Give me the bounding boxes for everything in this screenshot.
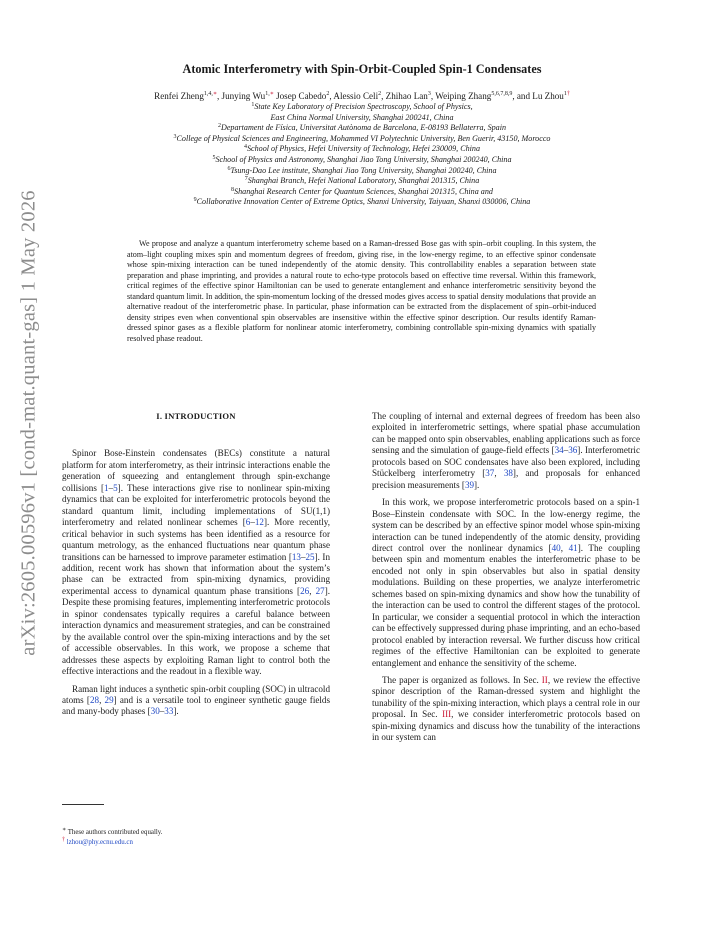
author-separator: , <box>381 91 386 101</box>
affiliation-line <box>60 155 664 166</box>
text-run: – <box>108 482 114 493</box>
affiliation-text: School of Physics and Astronomy, Shanghai Jiao Tong University, Shanghai 200240, China <box>215 154 512 164</box>
author-separator: , and <box>512 91 533 101</box>
author-affiliation-mark <box>265 91 274 97</box>
affiliation-number: 2 <box>217 123 221 130</box>
email-link[interactable]: lzhou@phy.ecnu.edu.cn <box>66 838 133 846</box>
affiliation-number: 3 <box>173 133 177 140</box>
citation-link[interactable]: 33 <box>164 706 174 717</box>
text-run: , <box>99 694 105 705</box>
affiliation-line <box>60 166 664 177</box>
author-note-link[interactable]: † <box>566 91 570 97</box>
text-run: ]. <box>474 479 480 490</box>
paper-title: Atomic Interferometry with Spin-Orbit-Coupled Spin-1 Condensates <box>182 62 542 76</box>
citation-link[interactable]: 28 <box>89 694 100 705</box>
affiliation-text: College of Physical Sciences and Engineering, Mohammed VI Polytechnic University, Ben Guerir, 43150, Morocco <box>176 133 551 143</box>
citation-link[interactable]: 29 <box>104 694 114 705</box>
citation-link[interactable]: 6 <box>245 517 251 528</box>
citation-link[interactable]: 5 <box>113 482 118 493</box>
section-reference-link[interactable]: III <box>442 709 452 720</box>
affiliation-text: Shanghai Branch, Hefei National Laboratory, Shanghai 201315, China <box>247 176 480 186</box>
text-run: The paper is organized as follows. In Sec. <box>382 674 542 685</box>
citation-link[interactable]: 38 <box>503 468 513 479</box>
author-separator: , <box>329 91 334 101</box>
author-affiliation-mark <box>326 91 329 97</box>
section-heading-introduction: I. INTRODUCTION <box>156 411 236 421</box>
text-run: , we consider interferometric protocols based on spin-mixing dynamics and discuss how the tunability of the interactions in our system can <box>372 709 640 743</box>
affiliation-text: East China Normal University, Shanghai 200241, China <box>270 112 454 122</box>
affiliation-number: 9 <box>193 197 197 204</box>
affiliation-line <box>60 197 664 208</box>
body-paragraph <box>372 497 640 669</box>
author-name: Josep Cabedo <box>276 91 327 101</box>
affiliation-text: Shanghai Research Center for Quantum Sciences, Shanghai 201315, China and <box>234 186 493 196</box>
affiliation-number: 5 <box>212 154 216 161</box>
affiliation-line <box>60 102 664 113</box>
text-run: , <box>560 542 569 553</box>
citation-link[interactable]: 40 <box>551 542 561 553</box>
affiliation-index: 1,4, <box>203 91 213 97</box>
affiliation-number: 1 <box>251 102 255 108</box>
author-separator: , <box>216 91 222 101</box>
text-run: – <box>250 517 255 528</box>
section-reference-link[interactable]: II <box>541 674 548 685</box>
citation-link[interactable]: 37 <box>485 468 495 479</box>
text-run: , <box>309 585 316 596</box>
affiliation-line <box>60 123 664 134</box>
body-paragraph <box>372 411 640 491</box>
text-run: – <box>563 445 569 456</box>
affiliation-line <box>60 144 664 155</box>
author-affiliation-mark <box>564 91 570 97</box>
footnote-divider <box>62 804 104 805</box>
author-affiliation-mark <box>204 91 217 97</box>
affiliation-line <box>60 113 664 124</box>
author-affiliation-mark <box>428 91 431 97</box>
footnote-mark: ∗ <box>62 827 67 833</box>
citation-link[interactable]: 30 <box>150 706 160 717</box>
text-run: – <box>159 706 165 717</box>
author-affiliation-mark <box>378 91 381 97</box>
citation-link[interactable]: 25 <box>305 551 315 562</box>
affiliation-index: 1 <box>563 91 567 97</box>
affiliation-list <box>60 102 664 208</box>
text-run: ]. The coupling between spin and momentum enables the interferometric phase to be encoded not only in spin observables but also in spatial density modulations. Building on these properties, we analyze interferometric schemes based on spin-mixing dynamics and show how the tunability of the interaction can be used to control the different stages of the protocol. In particular, we consider a sequential protocol in which the interaction can be effectively suppressed during phase imprinting, and an echo-based protocol enabled by interaction reversal. We further discuss how critical regimes of the effective Hamiltonian can be exploited to generate entanglement and enhance the sensitivity of the scheme. <box>372 542 641 668</box>
affiliation-text: Collaborative Innovation Center of Extreme Optics, Shanxi University, Taiyuan, Shanxi 030006, China <box>196 197 531 207</box>
body-paragraph <box>372 675 640 744</box>
right-column <box>372 411 640 750</box>
citation-link[interactable]: 26 <box>300 585 310 596</box>
affiliation-index: 2 <box>378 91 382 97</box>
author-list <box>60 91 664 102</box>
text-run: ]. These interactions give rise to nonlinear spin-mixing dynamics that can be exploited for interferometric protocols beyond the standard quantum limit, including implementations of SU(1,1) interferometry and related nonlinear schemes [ <box>62 482 331 528</box>
affiliation-line <box>60 134 664 145</box>
affiliation-number: 8 <box>231 186 235 193</box>
text-run: , <box>494 468 504 479</box>
text-run: The coupling of internal and external degrees of freedom has been also exploited in interferometric settings, where spatial phase accumulation can be mapped onto spin observables, enabling applications such as force sensing and the simulation of gauge-field effects [ <box>372 411 640 456</box>
right-column-body <box>372 411 640 744</box>
affiliation-number: 7 <box>244 176 248 183</box>
author-name: Zhihao Lan <box>385 91 428 101</box>
affiliation-index: 1, <box>265 91 270 97</box>
citation-link[interactable]: 1 <box>104 482 109 493</box>
body-paragraph <box>62 684 330 718</box>
author-name: Alessio Celi <box>333 91 379 101</box>
footnote-text: These authors contributed equally. <box>67 829 163 836</box>
affiliation-text: Departament de Física, Universitat Autònoma de Barcelona, E-08193 Bellaterra, Spain <box>220 123 507 133</box>
left-column-body <box>62 448 330 717</box>
text-run: ]. <box>173 706 179 717</box>
arxiv-stamp <box>14 190 44 656</box>
affiliation-number: 6 <box>227 165 231 172</box>
affiliation-index: 3 <box>427 91 431 97</box>
text-run: ]. More recently, critical behavior in such systems has been identified as a resource for quantum metrology, as the enhanced fluctuations near quantum phase transitions can be harnessed to improve parameter estimation [ <box>62 517 330 562</box>
affiliation-text: Tsung-Dao Lee institute, Shanghai Jiao Tong University, Shanghai 200240, China <box>230 165 497 175</box>
citation-link[interactable]: 34 <box>554 445 564 456</box>
arxiv-identifier[interactable]: arXiv:2605.00596v1 [cond-mat.quant-gas] 1 May 2026 <box>17 190 40 656</box>
text-run: ]. Interferometric protocols based on SOC condensates have also been explored, including Stückelberg interferometry [ <box>372 445 640 479</box>
citation-link[interactable]: 13 <box>291 551 301 562</box>
affiliation-number: 4 <box>243 144 247 151</box>
author-name: Lu Zhou <box>532 91 564 101</box>
text-run: Spinor Bose-Einstein condensates (BECs) constitute a natural platform for atom interferometry, as their intrinsic interactions enable the generation of squeezing and entanglement through spin-exchange collisions [ <box>62 448 330 493</box>
affiliation-text: State Key Laboratory of Precision Spectroscopy, School of Physics, <box>254 102 473 111</box>
author-affiliation-mark <box>491 91 512 97</box>
footnotes <box>62 828 330 848</box>
citation-link[interactable]: 41 <box>568 542 578 553</box>
citation-link[interactable]: 36 <box>568 445 578 456</box>
affiliation-text: School of Physics, Hefei University of Technology, Hefei 230009, China <box>246 144 481 154</box>
left-column <box>62 411 330 724</box>
text-run: , we review the effective spinor description of the Raman-dressed system and highlight the tunability of the spin-mixing interaction, which plays a central role in our proposal. In Sec. <box>372 674 640 720</box>
text-run: ]. Despite these promising features, implementing interferometric protocols in spinor condensates typically requires a careful balance between interaction dynamics and measurement strategies, and can be constrained by the available control over the spin-mixing interactions and by the set of accessible observables. In this work, we propose a scheme that addresses these aspects by exploiting Raman light to control both the effective interactions and the readout in a flexible way. <box>62 585 331 677</box>
author-name: Junying Wu <box>221 91 266 101</box>
affiliation-index: 2 <box>326 91 330 97</box>
author-name: Weiping Zhang <box>435 91 492 101</box>
citation-link[interactable]: 27 <box>315 585 325 596</box>
affiliation-line <box>60 187 664 198</box>
author-separator: , <box>430 91 436 101</box>
footnote <box>62 828 330 838</box>
affiliation-index: 5,6,7,8,9 <box>491 91 513 97</box>
affiliation-line <box>60 176 664 187</box>
author-note-link[interactable]: ∗ <box>269 91 274 97</box>
author-name: Renfei Zheng <box>154 91 204 101</box>
footnote-mark: † <box>62 836 65 843</box>
text-run: In this work, we propose interferometric protocols based on a spin-1 Bose–Einstein condensate with SOC. In the low-energy regime, the system can be described by an effective spinor model whose spin-mixing interaction can be tuned independently of the atomic density, providing direct control over the nonlinear dynamics [ <box>372 497 640 553</box>
body-paragraph <box>62 448 330 677</box>
footnote <box>62 838 330 848</box>
text-run: ]. In addition, recent work has shown that information about the system’s phase can be extracted from spin-mixing dynamics, providing experimental access to dynamical quantum phase transitions [ <box>62 551 331 596</box>
text-run: – <box>300 551 306 562</box>
text-run: ] and is a versatile tool to engineer synthetic gauge fields and many-body phases [ <box>62 694 331 717</box>
citation-link[interactable]: 12 <box>254 517 264 528</box>
abstract: We propose and analyze a quantum interferometry scheme based on a Raman-dressed Bose gas with spin–orbit coupling. In this system, the atom–light coupling mixes spin and momentum degrees of freedom, giving rise, in the low-energy regime, to an effective spinor condensate whose spin-mixing interaction can be tuned independently of the atomic density. This controllability enables a separation between state preparation and phase imprinting, and provides a natural route to echo-type protocols based on effective time reversal. Within this framework, critical regimes of the effective spinor Hamiltonian can be used to generate entanglement and enhance interferometric sensitivity beyond the standard quantum limit. In addition, the spin-momentum locking of the dressed modes gives access to spatial density modulations that provide an alternative readout of the interferometric phase. In particular, phase information can be extracted from the displacement of spin–orbit-induced density stripes even when conventional spin observables are insensitive within the effective spinor description. Our results identify Raman-dressed spinor gases as a flexible platform for nonlinear atomic interferometry, combining controllable spin-mixing dynamics with spatially resolved phase readout. <box>127 239 596 343</box>
citation-link[interactable]: 39 <box>464 479 475 490</box>
author-note-link[interactable]: ∗ <box>212 91 217 97</box>
text-run: Raman light induces a synthetic spin-orbit coupling (SOC) in ultracold atoms [ <box>62 683 330 705</box>
text-run: ], and proposals for enhanced precision measurements [ <box>372 468 640 490</box>
